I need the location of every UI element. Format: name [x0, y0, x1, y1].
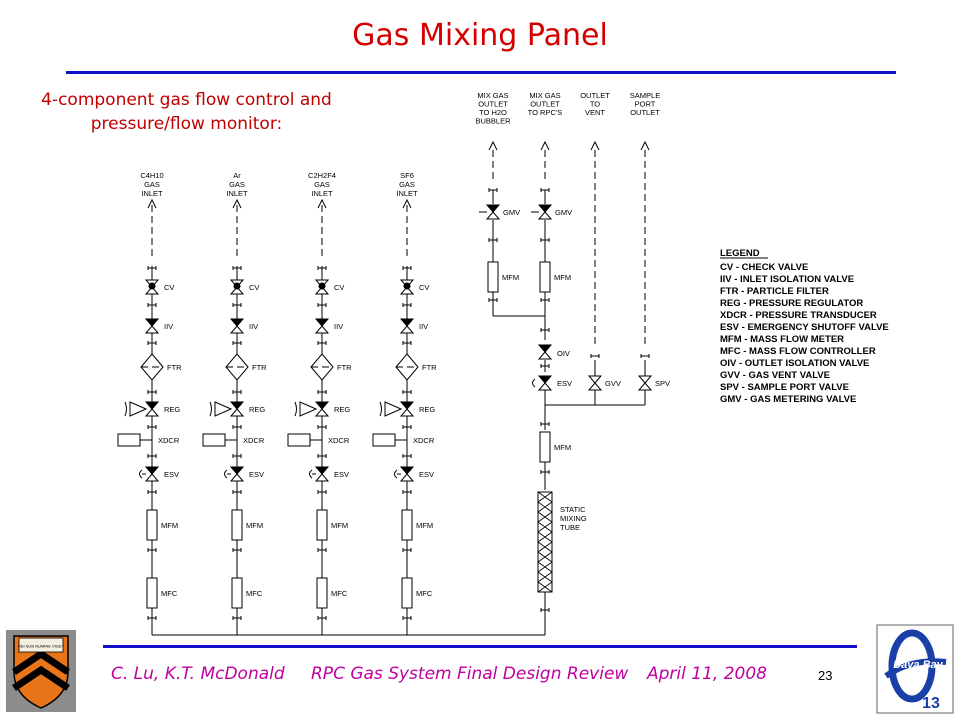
inlet-isolation-valve-symbol	[316, 326, 328, 333]
gas-vent-valve-symbol	[589, 383, 601, 390]
legend-item: OIV - OUTLET ISOLATION VALVE	[720, 358, 870, 369]
emergency-shutoff-valve-symbol	[146, 467, 158, 474]
footer-date: April 11, 2008	[647, 664, 767, 684]
reg-label: REG	[334, 405, 351, 414]
outlet-isolation-valve-symbol	[539, 352, 551, 359]
static-mixing-tube-label: MIXING	[560, 514, 587, 523]
outlet-label: TO H2O	[479, 108, 507, 117]
regulator-symbol	[231, 409, 243, 416]
outlet-esv-label: ESV	[557, 379, 573, 388]
ftr-label: FTR	[337, 363, 352, 372]
esv-actuator	[225, 470, 228, 478]
mfm-label: MFM	[161, 521, 179, 530]
outlet-label: SAMPLE	[629, 91, 661, 100]
outlet-label: BUBBLER	[475, 116, 511, 126]
mfc-label: MFC	[161, 589, 178, 598]
mass-flow-controller-box	[232, 578, 242, 608]
check-valve-ball	[319, 283, 326, 290]
outlet-esv-symbol	[539, 376, 551, 383]
regulator-symbol	[401, 409, 413, 416]
inlet-label: GAS	[229, 180, 245, 189]
regulator-knob	[210, 402, 212, 416]
transducer-box	[373, 434, 395, 446]
inlet-isolation-valve-symbol	[146, 319, 158, 326]
iiv-label: IIV	[249, 322, 259, 331]
emergency-shutoff-valve-symbol	[146, 474, 158, 481]
daya-bay-logo	[876, 624, 954, 714]
inlet-label: INLET	[396, 189, 418, 198]
esv-label: ESV	[334, 470, 350, 479]
outlet-esv-symbol	[539, 383, 551, 390]
legend-item: FTR - PARTICLE FILTER	[720, 286, 829, 297]
outlet-label: PORT	[634, 99, 656, 109]
check-valve-ball	[234, 283, 241, 290]
regulator-knob	[295, 402, 297, 416]
emergency-shutoff-valve-symbol	[401, 474, 413, 481]
reg-label: REG	[164, 405, 181, 414]
spv-label: SPV	[655, 379, 671, 388]
footer-rule	[103, 645, 857, 648]
iiv-label: IIV	[164, 322, 174, 331]
mass-flow-meter-box	[317, 510, 327, 540]
slide-subtitle: 4-component gas flow control and pressure/flow monitor:	[41, 90, 332, 134]
esv-actuator	[310, 470, 313, 478]
regulator-handle	[130, 402, 146, 416]
xdcr-label: XDCR	[243, 436, 265, 445]
transducer-box	[118, 434, 140, 446]
legend-item: REG - PRESSURE REGULATOR	[720, 298, 864, 309]
page-number: 23	[818, 668, 833, 683]
slide-title: Gas Mixing Panel	[352, 18, 608, 53]
oiv-label: OIV	[557, 349, 570, 358]
outlet-label: TO	[589, 99, 601, 109]
mfm-label: MFM	[331, 521, 349, 530]
iiv-label: IIV	[419, 322, 429, 331]
outlet-mfm-box	[488, 262, 498, 292]
inlet-label: INLET	[311, 189, 333, 198]
legend-heading: LEGEND	[720, 248, 760, 259]
mfc-label: MFC	[416, 589, 433, 598]
princeton-motto: DEI SUB NUMINE VIGET	[17, 643, 65, 649]
mass-flow-meter-box	[402, 510, 412, 540]
inlet-isolation-valve-symbol	[401, 326, 413, 333]
inlet-label: SF6	[400, 171, 414, 180]
gas-metering-valve-symbol	[539, 212, 551, 219]
ftr-label: FTR	[167, 363, 182, 372]
regulator-symbol	[146, 409, 158, 416]
inlet-label: INLET	[141, 189, 163, 198]
gas-metering-valve-symbol	[487, 205, 499, 212]
outlet-label: OUTLET	[530, 99, 560, 109]
fitting-symbol	[591, 354, 599, 358]
mfc-label: MFC	[331, 589, 348, 598]
check-valve-ball	[404, 283, 411, 290]
esv-actuator	[533, 379, 536, 387]
mass-flow-controller-box	[147, 578, 157, 608]
outlet-label: OUTLET	[630, 108, 660, 117]
outlet-label: MIX GAS	[477, 91, 509, 100]
outlet-arrow	[489, 142, 497, 150]
inlet-isolation-valve-symbol	[401, 319, 413, 326]
cv-label: CV	[419, 283, 430, 292]
regulator-knob	[380, 402, 382, 416]
fitting-symbol	[641, 354, 649, 358]
footer-authors: C. Lu, K.T. McDonald	[111, 664, 285, 684]
emergency-shutoff-valve-symbol	[316, 474, 328, 481]
gvv-label: GVV	[605, 379, 621, 388]
legend-item: GMV - GAS METERING VALVE	[720, 394, 857, 405]
xdcr-label: XDCR	[413, 436, 435, 445]
regulator-symbol	[146, 402, 158, 409]
regulator-symbol	[401, 402, 413, 409]
esv-label: ESV	[419, 470, 435, 479]
regulator-knob	[125, 402, 127, 416]
esv-label: ESV	[249, 470, 265, 479]
reg-label: REG	[419, 405, 436, 414]
ftr-label: FTR	[252, 363, 267, 372]
static-mixing-tube-label: TUBE	[560, 523, 581, 532]
outlet-arrow	[641, 142, 649, 150]
legend-item: CV - CHECK VALVE	[720, 262, 809, 273]
inlet-label: INLET	[226, 189, 248, 198]
legend-item: IIV - INLET ISOLATION VALVE	[720, 274, 855, 285]
outlet-arrow	[541, 142, 549, 150]
emergency-shutoff-valve-symbol	[316, 467, 328, 474]
legend-item: MFM - MASS FLOW METER	[720, 334, 845, 345]
legend-item: ESV - EMERGENCY SHUTOFF VALVE	[720, 322, 889, 333]
mass-flow-meter-box	[147, 510, 157, 540]
inlet-label: GAS	[314, 180, 330, 189]
inlet-label: C4H10	[140, 171, 164, 180]
gmv-label: GMV	[503, 208, 521, 217]
outlet-label: MIX GAS	[529, 91, 561, 100]
gas-metering-valve-symbol	[487, 212, 499, 219]
main-mfm-box	[540, 432, 550, 462]
regulator-symbol	[316, 402, 328, 409]
gas-metering-valve-symbol	[539, 205, 551, 212]
theta-13-text: 13	[922, 695, 940, 712]
gas-vent-valve-symbol	[589, 376, 601, 383]
legend-item: GVV - GAS VENT VALVE	[720, 370, 830, 381]
footer-event: RPC Gas System Final Design Review	[311, 664, 629, 684]
legend-item: XDCR - PRESSURE TRANSDUCER	[720, 310, 877, 321]
sample-port-valve-symbol	[639, 376, 651, 383]
inlet-isolation-valve-symbol	[146, 326, 158, 333]
mfm-label: MFM	[246, 521, 264, 530]
outlet-label: OUTLET	[580, 91, 610, 100]
outlet-mfm-label: MFM	[502, 273, 520, 282]
ftr-label: FTR	[422, 363, 437, 372]
inlet-label: GAS	[399, 180, 415, 189]
transducer-box	[203, 434, 225, 446]
emergency-shutoff-valve-symbol	[231, 474, 243, 481]
outlet-label: TO RPC'S	[527, 108, 563, 117]
legend-item: MFC - MASS FLOW CONTROLLER	[720, 346, 876, 357]
regulator-symbol	[316, 409, 328, 416]
mfm-label: MFM	[416, 521, 434, 530]
mass-flow-controller-box	[402, 578, 412, 608]
check-valve-ball	[149, 283, 156, 290]
inlet-isolation-valve-symbol	[231, 319, 243, 326]
gmv-label: GMV	[555, 208, 573, 217]
daya-bay-text: Daya Bay	[893, 659, 943, 671]
inlet-label: Ar	[233, 171, 241, 180]
cv-label: CV	[164, 283, 175, 292]
static-mixing-tube-label: STATIC	[560, 505, 586, 514]
mfc-label: MFC	[246, 589, 263, 598]
outlet-label: VENT	[584, 108, 606, 117]
regulator-handle	[300, 402, 316, 416]
reg-label: REG	[249, 405, 266, 414]
inlet-label: GAS	[144, 180, 160, 189]
regulator-handle	[215, 402, 231, 416]
esv-label: ESV	[164, 470, 180, 479]
regulator-symbol	[231, 402, 243, 409]
inlet-label: C2H2F4	[308, 171, 336, 180]
outlet-mfm-box	[540, 262, 550, 292]
inlet-isolation-valve-symbol	[231, 326, 243, 333]
xdcr-label: XDCR	[328, 436, 350, 445]
emergency-shutoff-valve-symbol	[401, 467, 413, 474]
princeton-shield-logo	[6, 630, 76, 712]
outlet-label: OUTLET	[478, 99, 508, 109]
cv-label: CV	[334, 283, 345, 292]
outlet-isolation-valve-symbol	[539, 345, 551, 352]
sample-port-valve-symbol	[639, 383, 651, 390]
mass-flow-meter-box	[232, 510, 242, 540]
xdcr-label: XDCR	[158, 436, 180, 445]
regulator-handle	[385, 402, 401, 416]
esv-actuator	[395, 470, 398, 478]
inlet-isolation-valve-symbol	[316, 319, 328, 326]
esv-actuator	[140, 470, 143, 478]
outlet-mfm-label: MFM	[554, 273, 572, 282]
transducer-box	[288, 434, 310, 446]
legend-item: SPV - SAMPLE PORT VALVE	[720, 382, 849, 393]
emergency-shutoff-valve-symbol	[231, 467, 243, 474]
cv-label: CV	[249, 283, 260, 292]
main-mfm-label: MFM	[554, 443, 572, 452]
mass-flow-controller-box	[317, 578, 327, 608]
iiv-label: IIV	[334, 322, 344, 331]
outlet-arrow	[591, 142, 599, 150]
